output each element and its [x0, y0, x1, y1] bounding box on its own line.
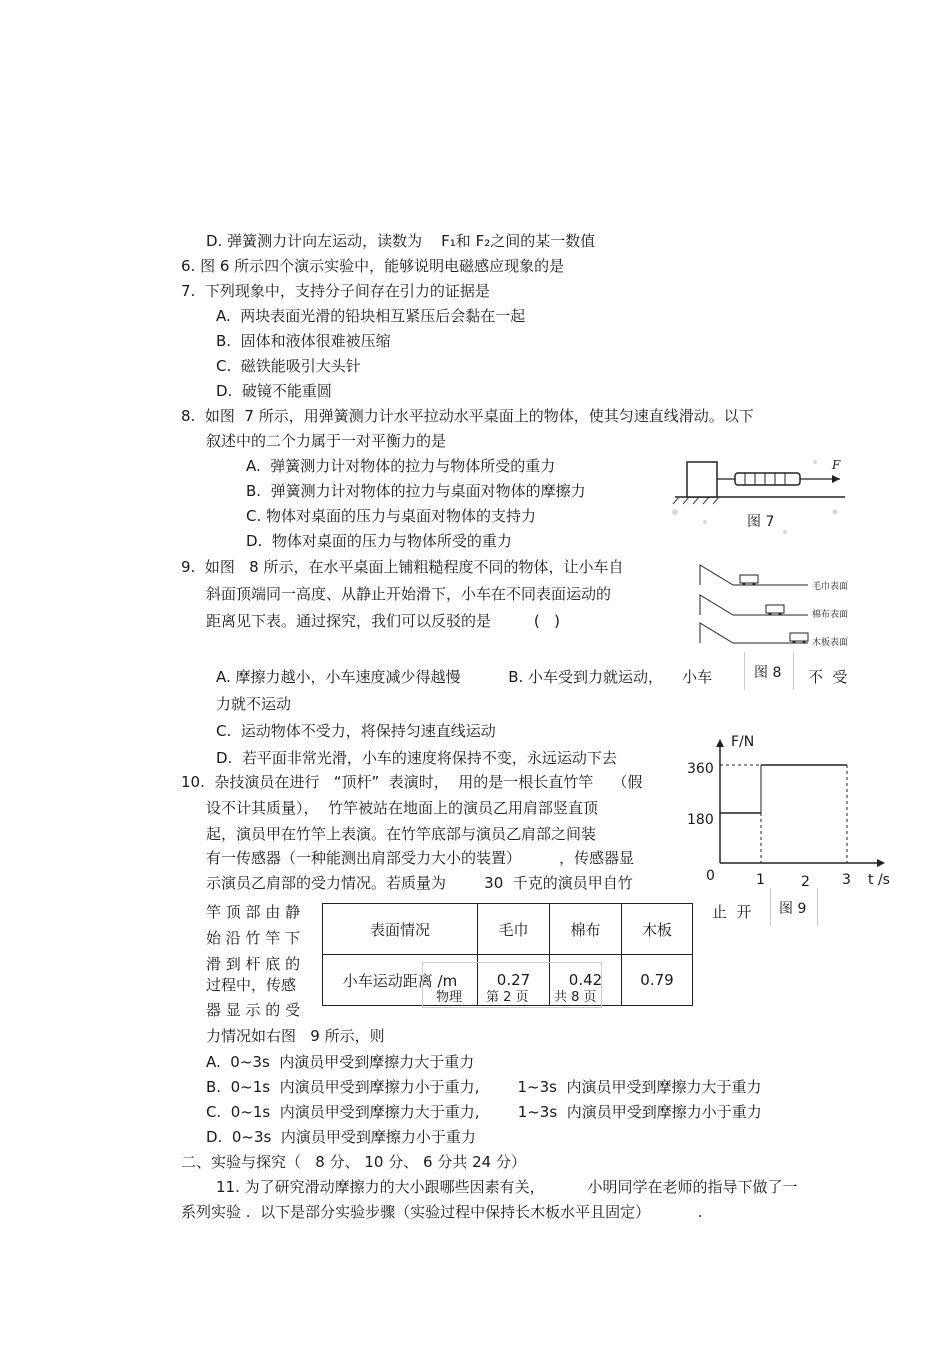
fig9-y-tick-360: 360 [687, 761, 714, 777]
fig7-force-label: F [832, 458, 841, 472]
q8-option-a: A. 弹簧测力计对物体的拉力与物体所受的重力 [246, 457, 556, 475]
table-header-row [323, 904, 693, 955]
table-row-label: 小车运动距离 /m [323, 955, 478, 1006]
q10-stem: 10. 杂技演员在进行 “顶杆” 表演时， 用的是一根长直竹竿 （假 [181, 773, 643, 791]
q9-option-b-cont: 力就不运动 [216, 695, 292, 713]
fig9-y-axis-label: F/N [731, 734, 755, 750]
table-cell-cotton: 0.42 [550, 955, 622, 1006]
table-header-cotton: 棉布 [550, 904, 622, 955]
q10-stem-wrap4: 过程中，传感 [206, 976, 297, 994]
q9-option-c: C. 运动物体不受力，将保持匀速直线运动 [216, 722, 496, 740]
q10-stem-wrap5: 器 显 示 的 受 [206, 1001, 301, 1019]
q9-option-d: D. 若平面非常光滑，小车的速度将保持不变，永远运动下去 [216, 749, 617, 767]
q7-option-b: B. 固体和液体很难被压缩 [216, 332, 391, 350]
q10-option-d: D. 0~3s 内演员甲受到摩擦力小于重力 [206, 1128, 476, 1146]
q8-stem: 8. 如图 7 所示，用弹簧测力计水平拉动水平桌面上的物体，使其匀速直线滑动。以下 [181, 407, 754, 425]
q7-option-a: A. 两块表面光滑的铅块相互紧压后会黏在一起 [216, 307, 526, 325]
table-cell-towel: 0.27 [478, 955, 550, 1006]
q10-stem-tail: 止 开 [712, 903, 752, 921]
fig9-x-tick-1: 1 [756, 872, 765, 888]
q10-stem-end: 力情况如右图 9 所示，则 [206, 1027, 385, 1045]
fig9-x-tick-2: 2 [801, 874, 810, 890]
q6-stem: 6. 图 6 所示四个演示实验中，能够说明电磁感应现象的是 [181, 257, 565, 275]
fig9-caption: 图 9 [779, 901, 807, 917]
q7-option-c: C. 磁铁能吸引大头针 [216, 357, 361, 375]
q10-stem-cont1: 设不计其质量）， 竹竿被站在地面上的演员乙用肩部竖直顶 [206, 799, 599, 817]
table-header-towel: 毛巾 [478, 904, 550, 955]
fig8-caption: 图 8 [754, 665, 782, 681]
table-header-wood: 木板 [622, 904, 693, 955]
q10-stem-wrap1: 竿 顶 部 由 静 [206, 903, 301, 921]
q10-stem-cont4: 示演员乙肩部的受力情况。若质量为 30 千克的演员甲自竹 [206, 874, 633, 892]
fig9-x-axis-label: t /s [868, 872, 890, 888]
q9-stem: 9. 如图 8 所示，在水平桌面上铺粗糙程度不同的物体，让小车自 [181, 558, 624, 576]
fig8-label-wood: 木板表面 [812, 638, 849, 648]
q9-option-b-tail: 不 受 [808, 668, 848, 686]
figure-9-chart [705, 735, 890, 875]
q10-stem-wrap3: 滑 到 杆 底 的 [206, 955, 301, 973]
q10-stem-wrap2: 始 沿 竹 竿 下 [206, 929, 301, 947]
footer-subject: 物理 [436, 990, 463, 1005]
fig9-x-tick-0: 0 [706, 868, 715, 884]
q10-stem-cont3: 有一传感器（一种能测出肩部受力大小的装置） ，传感器显 [206, 849, 635, 867]
q7-option-d: D. 破镜不能重圆 [216, 382, 332, 400]
footer-page: 第 2 页 [486, 990, 529, 1005]
fig8-label-cotton: 棉布表面 [812, 610, 849, 620]
q9-option-a-b: A. 摩擦力越小，小车速度减少得越慢 B. 小车受到力就运动， 小车 [216, 668, 713, 686]
q7-stem: 7. 下列现象中，支持分子间存在引力的证据是 [181, 282, 490, 300]
q11-stem: 11. 为了研究滑动摩擦力的大小跟哪些因素有关， 小明同学在老师的指导下做了一 [216, 1178, 798, 1196]
table-cell-wood: 0.79 [622, 955, 693, 1006]
fig8-label-towel: 毛巾表面 [812, 582, 849, 592]
section-2-heading: 二、实验与探究（ 8 分、 10 分、 6 分共 24 分） [181, 1153, 526, 1171]
fig9-x-tick-3: 3 [842, 872, 851, 888]
fig7-caption: 图 7 [747, 514, 775, 530]
footer-total: 共 8 页 [554, 990, 597, 1005]
q10-option-b: B. 0~1s 内演员甲受到摩擦力小于重力, 1~3s 内演员甲受到摩擦力大于重力 [206, 1078, 762, 1096]
q10-option-a: A. 0~3s 内演员甲受到摩擦力大于重力 [206, 1053, 475, 1071]
q10-stem-cont2: 起，演员甲在竹竿上表演。在竹竿底部与演员乙肩部之间装 [206, 825, 597, 843]
q8-option-b: B. 弹簧测力计对物体的拉力与桌面对物体的摩擦力 [246, 482, 586, 500]
q8-stem-cont: 叙述中的二个力属于一对平衡力的是 [206, 432, 447, 450]
q5-option-d: D. 弹簧测力计向左运动，读数为 F₁和 F₂之间的某一数值 [206, 232, 596, 250]
q8-option-c: C. 物体对桌面的压力与桌面对物体的支持力 [246, 507, 537, 525]
q8-option-d: D. 物体对桌面的压力与物体所受的重力 [246, 532, 512, 550]
q9-stem-cont1: 斜面顶端同一高度、从静止开始滑下，小车在不同表面运动的 [206, 585, 612, 603]
q10-option-c: C. 0~1s 内演员甲受到摩擦力大于重力, 1~3s 内演员甲受到摩擦力小于重力 [206, 1103, 762, 1121]
fig9-y-tick-180: 180 [687, 812, 714, 828]
table-header-surface: 表面情况 [323, 904, 478, 955]
q9-stem-cont2: 距离见下表。通过探究，我们可以反驳的是 ( ) [206, 612, 560, 630]
q11-stem-cont: 系列实验 . 以下是部分实验步骤（实验过程中保持长木板水平且固定） . [181, 1203, 703, 1221]
